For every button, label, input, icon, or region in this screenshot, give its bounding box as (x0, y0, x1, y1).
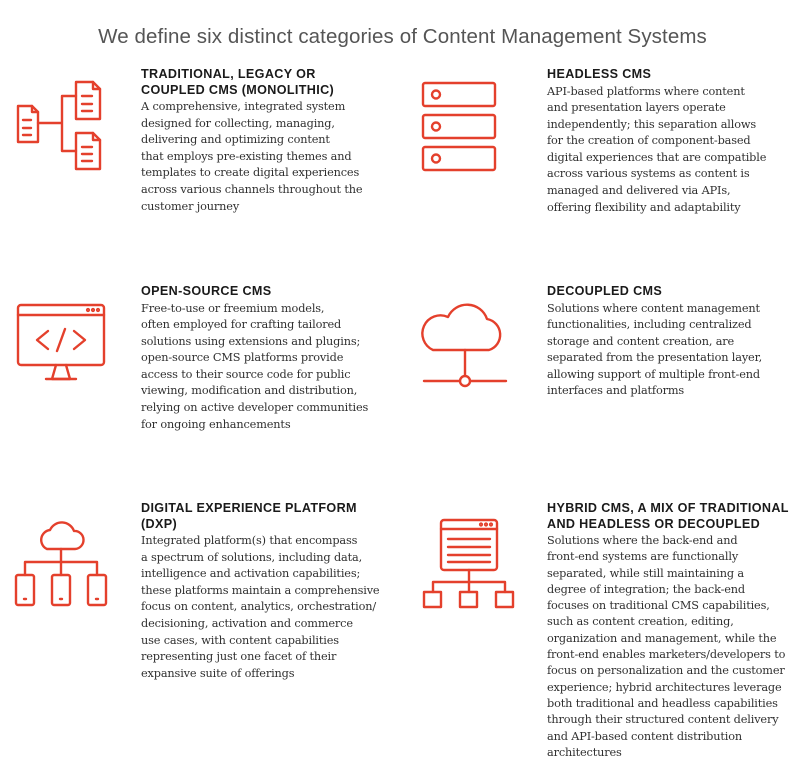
description-line: separated, while still maintaining a (547, 566, 744, 580)
description-line: often employed for crafting tailored (141, 318, 342, 332)
description-line: use cases, with content capabilities (141, 633, 339, 647)
description-line: these platforms maintain a comprehensive (141, 583, 380, 597)
description-line: experience; hybrid architectures leverage (547, 680, 782, 694)
description-line: architectures (547, 745, 622, 759)
category-title-line: TRADITIONAL, LEGACY OR (141, 67, 316, 81)
description-line: across various systems as content is (547, 167, 750, 181)
category-title-line: (DXP) (141, 516, 178, 531)
description-line: across various channels throughout the (141, 182, 363, 196)
description-line: Solutions where content management (547, 301, 760, 315)
description-line: solutions using extensions and plugins; (141, 334, 361, 348)
category-description (141, 301, 403, 434)
description-line: digital experiences that are compatible (547, 150, 767, 164)
description-line: focuses on traditional CMS capabilities, (547, 599, 770, 613)
category-dxp (141, 501, 403, 682)
description-line: managed and delivered via APIs, (547, 184, 731, 198)
description-line: A comprehensive, integrated system (141, 100, 346, 113)
description-line: Free-to-use or freemium models, (141, 301, 325, 315)
description-line: functionalities, including centralized (547, 318, 752, 332)
description-line: through their structured content delivery (547, 713, 779, 727)
description-line: that employs pre-existing themes and (141, 149, 352, 163)
category-headless (547, 67, 805, 216)
category-title (141, 501, 403, 532)
category-title-line: OPEN-SOURCE CMS (141, 284, 272, 298)
description-line: Integrated platform(s) that encompass (141, 534, 358, 547)
category-description (547, 84, 805, 217)
category-title-line: HEADLESS CMS (547, 67, 652, 81)
description-line: and API-based content distribution (547, 729, 743, 743)
description-line: allowing support of multiple front-end (547, 367, 760, 381)
category-title (547, 67, 805, 83)
category-title-line: DIGITAL EXPERIENCE PLATFORM (141, 501, 357, 515)
description-line: storage and content creation, are (547, 334, 735, 348)
description-line: and presentation layers operate (547, 101, 726, 115)
server-stack-icon (420, 80, 520, 175)
description-line: open-source CMS platforms provide (141, 351, 344, 365)
category-description (141, 533, 403, 682)
cloud-network-icon (421, 297, 521, 392)
description-line: a spectrum of solutions, including data, (141, 550, 363, 564)
description-line: focus on personalization and the customer (547, 664, 785, 678)
category-title (141, 284, 403, 300)
browser-hierarchy-icon (420, 518, 520, 613)
category-decoupled (547, 284, 805, 400)
description-line: offering flexibility and adaptability (547, 200, 741, 214)
category-description (547, 533, 805, 761)
description-line: focus on content, analytics, orchestration/ (141, 600, 377, 614)
category-description (547, 301, 805, 401)
description-line: front-end enables marketers/developers to (547, 648, 786, 662)
description-line: front-end systems are functionally (547, 550, 739, 564)
cloud-devices-icon (13, 518, 113, 613)
description-line: interfaces and platforms (547, 384, 685, 398)
category-traditional (141, 67, 403, 215)
description-line: Solutions where the back-end and (547, 534, 738, 547)
description-line: organization and management, while the (547, 631, 777, 645)
document-hierarchy-icon (14, 78, 114, 170)
description-line: for ongoing enhancements (141, 417, 291, 431)
category-title-line: DECOUPLED CMS (547, 284, 663, 298)
category-title (141, 67, 403, 98)
description-line: for the creation of component-based (547, 134, 751, 148)
category-title (547, 284, 805, 300)
description-line: independently; this separation allows (547, 117, 757, 131)
description-line: such as content creation, editing, (547, 615, 734, 629)
description-line: relying on active developer communities (141, 401, 369, 415)
description-line: degree of integration; the back-end (547, 582, 745, 596)
description-line: access to their source code for public (141, 367, 351, 381)
description-line: designed for collecting, managing, (141, 116, 335, 130)
page-title: We define six distinct categories of Content Management Systems (98, 24, 707, 48)
category-description (141, 99, 403, 215)
description-line: decisioning, activation and commerce (141, 616, 353, 630)
description-line: viewing, modification and distribution, (141, 384, 358, 398)
description-line: customer journey (141, 199, 240, 213)
description-line: delivering and optimizing content (141, 133, 330, 147)
description-line: representing just one facet of their (141, 650, 337, 664)
category-title-line: HYBRID CMS, A MIX OF TRADITIONAL (547, 501, 789, 515)
description-line: API-based platforms where content (547, 84, 745, 98)
category-title-line: AND HEADLESS OR DECOUPLED (547, 516, 761, 531)
description-line: templates to create digital experiences (141, 166, 360, 180)
description-line: separated from the presentation layer, (547, 351, 763, 365)
category-title (547, 501, 805, 532)
description-line: both traditional and headless capabilities (547, 696, 778, 710)
category-title-line: COUPLED CMS (MONOLITHIC) (141, 82, 335, 97)
category-open-source (141, 284, 403, 433)
code-monitor-icon (16, 303, 111, 385)
description-line: expansive suite of offerings (141, 666, 295, 680)
category-hybrid (547, 501, 805, 761)
description-line: intelligence and activation capabilities; (141, 567, 361, 581)
